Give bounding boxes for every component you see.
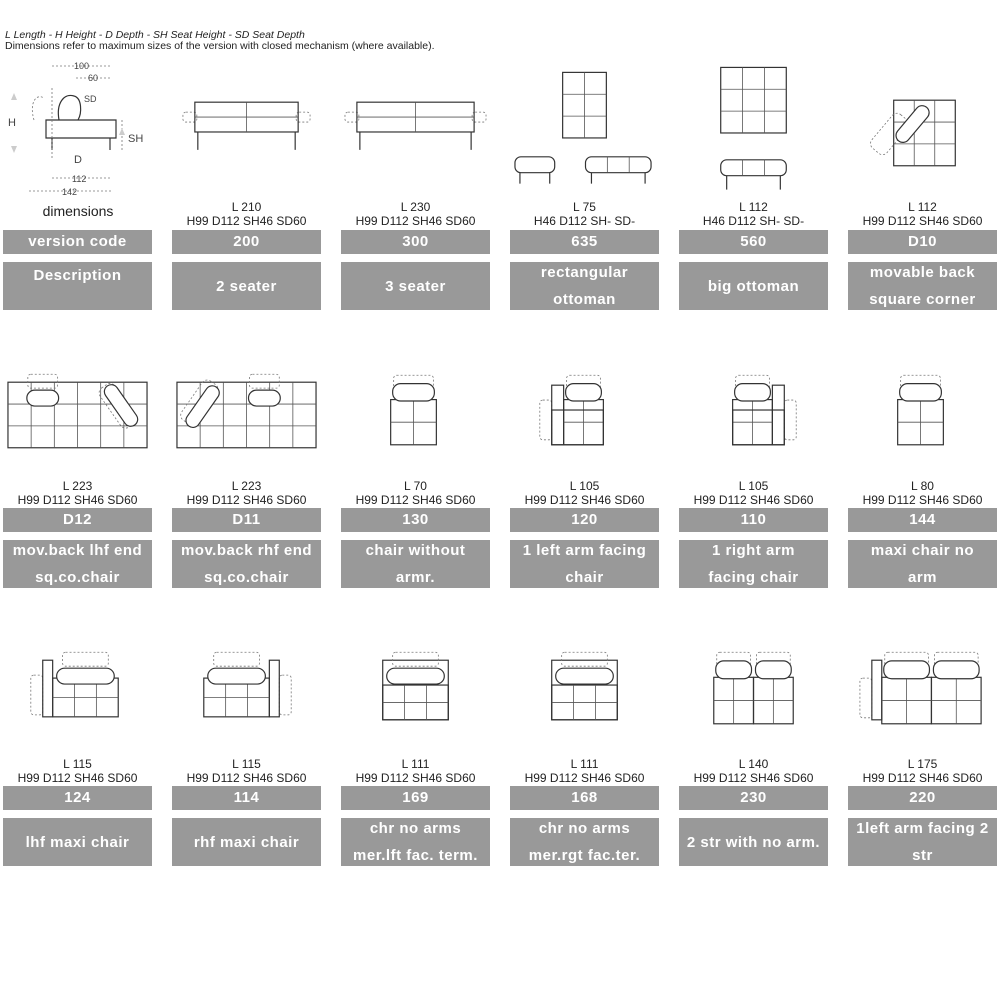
version-code: 635: [510, 230, 659, 254]
product-dimensions: [341, 479, 490, 507]
version-code: 168: [510, 786, 659, 810]
version-code: D11: [172, 508, 321, 532]
product-description: [848, 262, 997, 310]
product-description: [510, 818, 659, 866]
product-drawing: [848, 350, 997, 475]
description-line-1: lhf maxi chair: [25, 833, 130, 851]
product-drawing: [510, 630, 659, 755]
product-drawing: [341, 350, 490, 475]
product-description: [3, 540, 152, 588]
product-length: L 111: [570, 757, 599, 771]
product-sizes: H99 D112 SH46 SD60: [17, 771, 138, 785]
description-line-1: 1 left arm facing: [522, 542, 647, 559]
product-sizes: H46 D112 SH- SD-: [533, 214, 636, 228]
product-dimensions: [679, 200, 828, 228]
product-dimensions: [510, 757, 659, 785]
description-line-1: rectangular: [540, 264, 629, 281]
product-description: [172, 540, 321, 588]
product-drawing: [848, 62, 997, 197]
dimensions-label: dimensions: [42, 203, 114, 219]
product-sizes: H99 D112 SH46 SD60: [355, 493, 476, 507]
product-dimensions: [172, 757, 321, 785]
version-code: 300: [341, 230, 490, 254]
product-sizes: H99 D112 SH46 SD60: [355, 214, 476, 228]
dimension-diagram: [4, 58, 154, 198]
product-length: L 230: [400, 200, 431, 214]
description-line-2: mer.rgt fac.ter.: [528, 847, 641, 864]
product-sizes: H99 D112 SH46 SD60: [186, 493, 307, 507]
description-line-2: str: [912, 847, 933, 864]
version-code: 230: [679, 786, 828, 810]
version-code: 124: [3, 786, 152, 810]
product-description: [172, 818, 321, 866]
product-sizes: H99 D112 SH46 SD60: [524, 771, 645, 785]
product-length: L 112: [739, 200, 768, 214]
product-dimensions: [848, 479, 997, 507]
product-dimensions: [172, 200, 321, 228]
description-line-1: mov.back lhf end: [12, 542, 143, 559]
version-code: 220: [848, 786, 997, 810]
version-code: D12: [3, 508, 152, 532]
description-line-2: sq.co.chair: [204, 569, 289, 586]
product-description: [341, 262, 490, 310]
product-sizes: H99 D112 SH46 SD60: [524, 493, 645, 507]
product-description: [172, 262, 321, 310]
product-description: [510, 540, 659, 588]
product-length: L 105: [738, 479, 769, 493]
product-description: [679, 262, 828, 310]
product-sizes: H99 D112 SH46 SD60: [186, 214, 307, 228]
product-sizes: H99 D112 SH46 SD60: [693, 493, 814, 507]
product-drawing: [679, 350, 828, 475]
product-drawing: [172, 630, 321, 755]
version-code-label: version code: [3, 230, 152, 254]
product-description: [341, 540, 490, 588]
product-dimensions: [679, 757, 828, 785]
description-line-1: 1 right arm: [711, 542, 796, 559]
product-drawing: [848, 630, 997, 755]
product-drawing: [341, 630, 490, 755]
product-length: L 140: [738, 757, 769, 771]
version-code: 110: [679, 508, 828, 532]
description-line-1: chr no arms: [538, 820, 631, 837]
product-sizes: H46 D112 SH- SD-: [702, 214, 805, 228]
product-drawing: [510, 350, 659, 475]
product-sizes: H99 D112 SH46 SD60: [17, 493, 138, 507]
dim-d-label: D: [74, 154, 82, 166]
description-line-2: mer.lft fac. term.: [353, 847, 478, 864]
product-length: L 112: [908, 200, 937, 214]
product-length: L 70: [404, 479, 427, 493]
dim-60-label: 60: [88, 73, 99, 83]
description-label: Description: [3, 262, 152, 310]
product-dimensions: [3, 757, 152, 785]
product-drawing: [172, 62, 321, 197]
version-code: 114: [172, 786, 321, 810]
description-line-1: chr no arms: [369, 820, 462, 837]
description-line-2: facing chair: [708, 569, 799, 586]
product-dimensions: [3, 479, 152, 507]
product-description: [510, 262, 659, 310]
dim-sd-label: SD: [84, 94, 97, 104]
product-sizes: H99 D112 SH46 SD60: [862, 493, 983, 507]
dim-sh-label: SH: [128, 133, 144, 145]
product-length: L 80: [911, 479, 934, 493]
description-line-1: 3 seater: [385, 277, 446, 295]
version-code: 130: [341, 508, 490, 532]
product-drawing: [679, 630, 828, 755]
legend-abbreviations: L Length - H Height - D Depth - SH Seat Height - SD Seat Depth: [5, 29, 305, 41]
product-description: [848, 818, 997, 866]
product-drawing: [3, 630, 152, 755]
version-code: 200: [172, 230, 321, 254]
description-line-2: sq.co.chair: [35, 569, 120, 586]
dim-142-label: 142: [62, 187, 78, 197]
description-line-2: square corner: [869, 291, 976, 308]
product-drawing: [510, 62, 659, 197]
product-dimensions: [679, 479, 828, 507]
product-dimensions: [510, 479, 659, 507]
description-line-1: maxi chair no: [870, 542, 975, 559]
product-description: [848, 540, 997, 588]
description-line-1: 1left arm facing 2: [856, 820, 989, 837]
dim-112-label: 112: [72, 174, 87, 184]
description-line-1: chair without: [365, 542, 466, 559]
product-drawing: [679, 62, 828, 197]
product-drawing: [172, 350, 321, 475]
product-dimensions: [848, 757, 997, 785]
legend-note: Dimensions refer to maximum sizes of the version with closed mechanism (where available).: [5, 40, 435, 52]
product-length: L 75: [573, 200, 596, 214]
product-dimensions: [172, 479, 321, 507]
description-line-2: chair: [565, 569, 604, 586]
description-line-2: armr.: [395, 569, 436, 586]
version-code: 120: [510, 508, 659, 532]
product-dimensions: [848, 200, 997, 228]
product-description: [341, 818, 490, 866]
product-length: L 105: [569, 479, 600, 493]
description-line-1: rhf maxi chair: [193, 833, 300, 851]
description-line-2: ottoman: [553, 291, 616, 308]
product-drawing: [3, 350, 152, 475]
description-line-1: mov.back rhf end: [180, 542, 313, 559]
description-line-1: big ottoman: [707, 277, 800, 295]
product-length: L 115: [232, 757, 261, 771]
product-dimensions: [510, 200, 659, 228]
product-description: [679, 818, 828, 866]
product-length: L 115: [63, 757, 92, 771]
product-length: L 223: [62, 479, 93, 493]
description-line-1: 2 str with no arm.: [686, 833, 821, 851]
version-code: D10: [848, 230, 997, 254]
product-sizes: H99 D112 SH46 SD60: [186, 771, 307, 785]
product-length: L 210: [231, 200, 262, 214]
product-sizes: H99 D112 SH46 SD60: [862, 214, 983, 228]
description-line-1: movable back: [869, 264, 976, 281]
product-sizes: H99 D112 SH46 SD60: [355, 771, 476, 785]
description-line-1: 2 seater: [216, 277, 277, 295]
product-sizes: H99 D112 SH46 SD60: [693, 771, 814, 785]
version-code: 560: [679, 230, 828, 254]
product-sizes: H99 D112 SH46 SD60: [862, 771, 983, 785]
description-line-2: arm: [907, 569, 938, 586]
product-dimensions: [341, 200, 490, 228]
product-dimensions: [341, 757, 490, 785]
product-length: L 175: [907, 757, 938, 771]
version-code: 144: [848, 508, 997, 532]
product-description: [3, 818, 152, 866]
version-code: 169: [341, 786, 490, 810]
product-length: L 111: [401, 757, 430, 771]
product-description: [679, 540, 828, 588]
legend: [5, 30, 435, 52]
product-drawing: [341, 62, 490, 197]
dim-100-label: 100: [74, 61, 90, 71]
product-length: L 223: [231, 479, 262, 493]
dim-h-label: H: [8, 117, 16, 129]
